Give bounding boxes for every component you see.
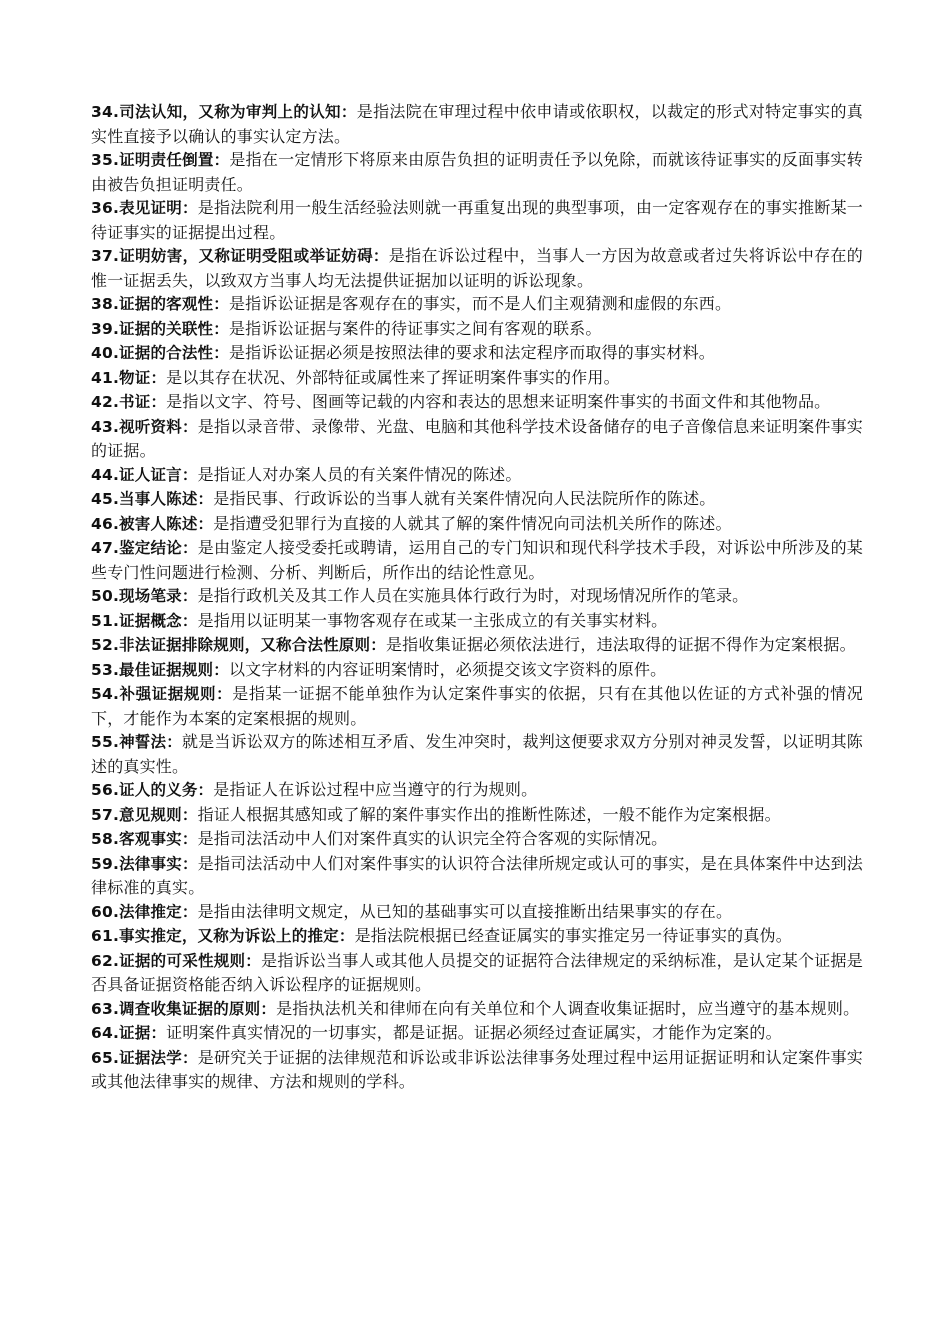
entry-63 xyxy=(91,997,863,1022)
entry-37 xyxy=(91,244,863,292)
entry-52 xyxy=(91,633,863,658)
entry-definition: 是指法院根据已经查证属实的事实推定另一待证事实的真伪。 xyxy=(354,926,792,945)
entry-term: 47.鉴定结论： xyxy=(91,539,198,557)
entry-62 xyxy=(91,949,863,997)
entry-definition: 是指以文字、符号、图画等记载的内容和表达的思想来证明案件事实的书面文件和其他物品。 xyxy=(166,392,831,411)
entry-44 xyxy=(91,463,863,488)
entry-definition: 证明案件真实情况的一切事实，都是证据。证据必须经过查证属实，才能作为定案的。 xyxy=(166,1023,782,1042)
entry-term: 58.客观事实： xyxy=(91,830,198,848)
entry-38 xyxy=(91,292,863,317)
entry-56 xyxy=(91,778,863,803)
entry-definition: 是指证人在诉讼过程中应当遵守的行为规则。 xyxy=(213,780,538,799)
entry-term: 61.事实推定，又称为诉讼上的推定： xyxy=(91,927,355,945)
entry-55 xyxy=(91,730,863,778)
entry-term: 63.调查收集证据的原则： xyxy=(91,999,277,1018)
entry-definition: 是指执法机关和律师在向有关单位和个人调查收集证据时，应当遵守的基本规则。 xyxy=(276,998,860,1018)
entry-58 xyxy=(91,827,863,852)
entry-definition: 是指某一证据不能单独作为认定案件事实的依据，只有在其他以佐证的方式补强的情况下，才能作为本案的定案根据的规则。 xyxy=(91,684,863,728)
entry-definition: 是指诉讼当事人或其他人员提交的证据符合法律规定的采纳标准，是认定某个证据是否具备证据资格能否纳入诉讼程序的证据规则。 xyxy=(91,950,863,994)
entry-term: 50.现场笔录： xyxy=(91,587,198,605)
entry-term: 36.表见证明： xyxy=(91,199,198,217)
entry-term: 39.证据的关联性： xyxy=(91,319,229,338)
entry-term: 51.证据概念： xyxy=(91,611,198,630)
entry-40 xyxy=(91,341,863,366)
entry-definition: 是指法院在审理过程中依申请或依职权，以裁定的形式对特定事实的真实性直接予以确认的事实认定方法。 xyxy=(91,102,864,146)
entry-definition: 是研究关于证据的法律规范和诉讼或非诉讼法律事务处理过程中运用证据证明和认定案件事实或其他法律事实的规律、方法和规则的学科。 xyxy=(91,1047,864,1091)
entry-term: 45.当事人陈述： xyxy=(91,490,214,508)
entry-54 xyxy=(91,682,863,730)
entry-term: 34.司法认知，又称为审判上的认知： xyxy=(91,103,357,121)
entry-term: 40.证据的合法性： xyxy=(91,344,229,362)
entry-39 xyxy=(91,317,863,342)
entry-definition: 是指诉讼证据与案件的待证事实之间有客观的联系。 xyxy=(228,318,602,338)
entry-35 xyxy=(91,148,863,196)
entry-definition: 是指在一定情形下将原来由原告负担的证明责任予以免除，而就该待证事实的反面事实转由被告负担证明责任。 xyxy=(91,150,863,194)
entry-64 xyxy=(91,1021,863,1046)
entry-36 xyxy=(91,196,863,244)
entry-definition: 是指遭受犯罪行为直接的人就其了解的案件情况向司法机关所作的陈述。 xyxy=(213,513,732,533)
entry-definition: 是由鉴定人接受委托或聘请，运用自己的专门知识和现代科学技术手段，对诉讼中所涉及的某些专门性问题进行检测、分析、判断后，所作出的结论性意见。 xyxy=(91,538,864,582)
entry-definition: 是指司法活动中人们对案件真实的认识完全符合客观的实际情况。 xyxy=(197,829,668,848)
entry-term: 65.证据法学： xyxy=(91,1048,198,1067)
entry-definition: 是指司法活动中人们对案件事实的认识符合法律所规定或认可的事实，是在具体案件中达到法律标准的真实。 xyxy=(91,853,864,897)
entry-50 xyxy=(91,584,863,609)
entry-term: 60.法律推定： xyxy=(91,902,198,921)
entry-definition: 是指诉讼证据是客观存在的事实，而不是人们主观猜测和虚假的东西。 xyxy=(228,294,732,313)
entry-term: 41.物证： xyxy=(91,368,167,387)
entry-term: 43.视听资料： xyxy=(91,417,198,436)
entry-41 xyxy=(91,366,863,391)
entry-term: 54.补强证据规则： xyxy=(91,685,233,703)
entry-term: 59.法律事实： xyxy=(91,854,198,873)
entry-definition: 是指诉讼证据必须是按照法律的要求和法定程序而取得的事实材料。 xyxy=(228,343,715,362)
entry-47 xyxy=(91,536,863,584)
entry-definition: 是以其存在状况、外部特征或属性来了挥证明案件事实的作用。 xyxy=(166,367,620,387)
entry-43 xyxy=(91,415,863,463)
entry-definition: 指证人根据其感知或了解的案件事实作出的推断性陈述，一般不能作为定案根据。 xyxy=(197,804,781,824)
entry-term: 53.最佳证据规则： xyxy=(91,660,229,679)
entry-definition: 是指以录音带、录像带、光盘、电脑和其他科学技术设备储存的电子音像信息来证明案件事实的证据。 xyxy=(91,416,864,460)
entry-57 xyxy=(91,803,863,828)
entry-term: 57.意见规则： xyxy=(91,805,198,824)
entry-term: 55.神誓法： xyxy=(91,733,182,751)
entry-term: 62.证据的可采性规则： xyxy=(91,951,262,970)
entry-34 xyxy=(91,100,863,148)
entry-definition: 是指用以证明某一事物客观存在或某一主张成立的有关事实材料。 xyxy=(197,610,668,630)
entry-definition: 是指由法律明文规定，从已知的基础事实可以直接推断出结果事实的存在。 xyxy=(197,901,733,921)
entry-term: 35.证明责任倒置： xyxy=(91,151,230,169)
entry-59 xyxy=(91,852,863,900)
entry-definition: 是指民事、行政诉讼的当事人就有关案件情况向人民法院所作的陈述。 xyxy=(213,489,716,508)
document-page xyxy=(91,100,863,1094)
entry-definition: 是指证人对办案人员的有关案件情况的陈述。 xyxy=(197,464,522,484)
entry-51 xyxy=(91,609,863,634)
entry-term: 64.证据： xyxy=(91,1024,167,1042)
entry-definition: 以文字材料的内容证明案情时，必须提交该文字资料的原件。 xyxy=(228,659,667,679)
entry-53 xyxy=(91,658,863,683)
entry-term: 37.证明妨害，又称证明受阻或举证妨碍： xyxy=(91,247,389,265)
entry-definition: 是指行政机关及其工作人员在实施具体行政行为时，对现场情况所作的笔录。 xyxy=(197,586,749,605)
entry-definition: 是指在诉讼过程中，当事人一方因为故意或者过失将诉讼中存在的惟一证据丢失，以致双方当事人均无法提供证据加以证明的诉讼现象。 xyxy=(91,246,863,290)
entry-61 xyxy=(91,924,863,949)
entry-definition: 就是当诉讼双方的陈述相互矛盾、发生冲突时，裁判这便要求双方分别对神灵发誓，以证明其陈述的真实性。 xyxy=(91,732,864,776)
entry-term: 44.证人证言： xyxy=(91,465,198,484)
entry-46 xyxy=(91,512,863,537)
entry-65 xyxy=(91,1046,863,1094)
entry-term: 52.非法证据排除规则，又称合法性原则： xyxy=(91,636,386,654)
entry-term: 38.证据的客观性： xyxy=(91,295,229,313)
entry-term: 46.被害人陈述： xyxy=(91,514,214,533)
entry-42 xyxy=(91,390,863,415)
entry-term: 42.书证： xyxy=(91,393,167,411)
entry-definition: 是指收集证据必须依法进行，违法取得的证据不得作为定案根据。 xyxy=(385,635,856,654)
entry-60 xyxy=(91,900,863,925)
entry-definition: 是指法院利用一般生活经验法则就一再重复出现的典型事项，由一定客观存在的事实推断某一待证事实的证据提出过程。 xyxy=(91,198,864,242)
entry-45 xyxy=(91,487,863,512)
entry-term: 56.证人的义务： xyxy=(91,781,214,799)
